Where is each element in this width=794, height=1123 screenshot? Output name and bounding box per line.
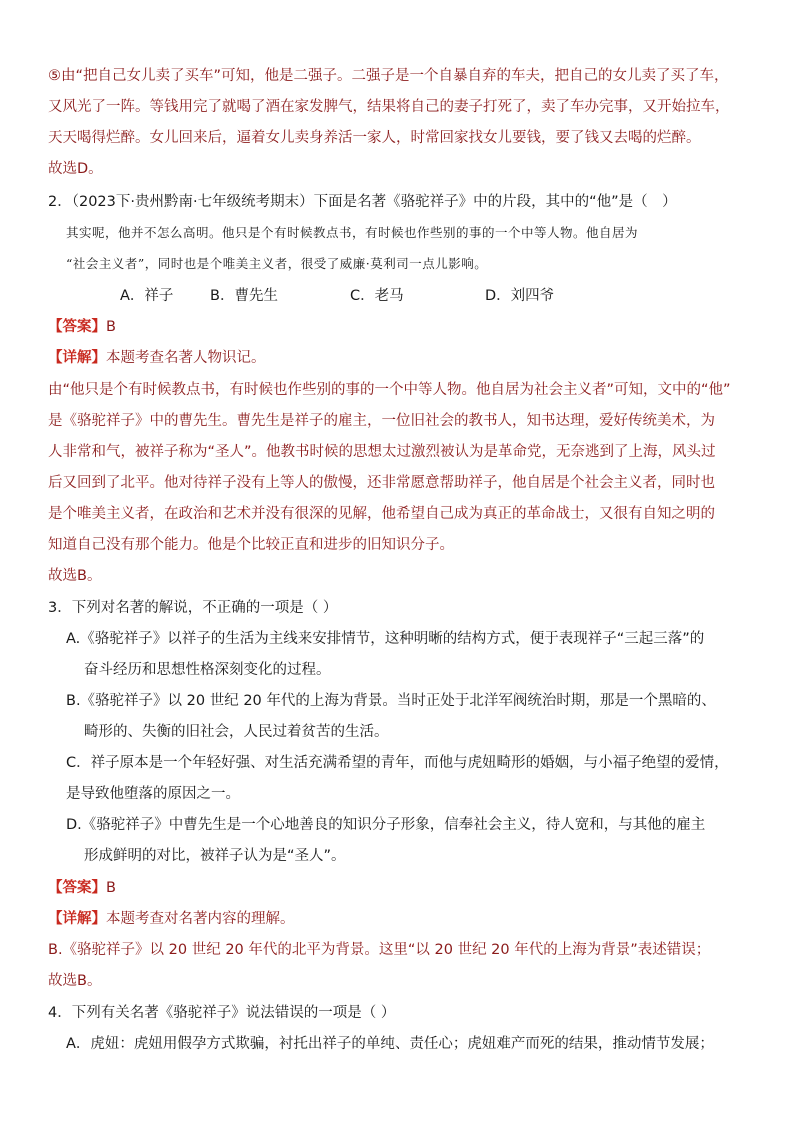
conclusion-line: 故选D。 xyxy=(48,161,103,177)
answer-value: B xyxy=(106,880,116,896)
quote-line: “社会主义者”，同时也是个唯美主义者，很受了威廉·莫利司一点儿影响。 xyxy=(66,256,488,271)
option-a: A.《骆驼祥子》以祥子的生活为主线来安排情节，这种明晰的结构方式，便于表现祥子“三起三落”的 xyxy=(66,631,705,647)
detail-text: 本题考查对名著内容的理解。 xyxy=(106,911,295,927)
question-3-stem: 3．下列对名著的解说，不正确的一项是（ ） xyxy=(48,600,338,616)
answer-tag: 【答案】 xyxy=(48,880,106,896)
detail-line: 由“他只是个有时候教点书，有时候也作些别的事的一个中等人物。他自居为社会主义者”可知，文中的“他” xyxy=(48,382,731,398)
detail-tag: 【详解】 xyxy=(48,350,106,366)
option-b: B.《骆驼祥子》以 20 世纪 20 年代的上海为背景。当时正处于北洋军阀统治时期，那是一个黑暗的、 xyxy=(66,693,716,709)
detail-line xyxy=(48,348,748,368)
answer-line xyxy=(48,317,748,337)
option-d-cont: 形成鲜明的对比，被祥子认为是“圣人”。 xyxy=(84,848,346,864)
detail-line: 知道自己没有那个能力。他是个比较正直和进步的旧知识分子。 xyxy=(48,537,454,553)
detail-tag: 【详解】 xyxy=(48,911,106,927)
option-b: B．曹先生 xyxy=(210,288,278,304)
option-c: C．祥子原本是一个年轻好强、对生活充满希望的青年，而他与虎妞畸形的婚姻，与小福子绝望的爱情， xyxy=(66,755,729,771)
detail-line: 是个唯美主义者，在政治和艺术并没有很深的见解，他希望自己成为真正的革命战士，又很有自知之明的 xyxy=(48,506,715,522)
explain-line: ⑤由“把自己女儿卖了买车”可知，他是二强子。二强子是一个自暴自弃的车夫，把自己的女儿卖了买了车， xyxy=(48,68,729,84)
option-b-cont: 畸形的、失衡的旧社会，人民过着贫苦的生活。 xyxy=(84,724,389,740)
option-d: D.《骆驼祥子》中曹先生是一个心地善良的知识分子形象，信奉社会主义，待人宽和，与其他的雇主 xyxy=(66,817,706,833)
detail-text: 本题考查名著人物识记。 xyxy=(106,350,266,366)
answer-line xyxy=(48,878,748,898)
option-c-cont: 是导致他堕落的原因之一。 xyxy=(66,786,240,802)
answer-tag: 【答案】 xyxy=(48,319,106,335)
option-d: D．刘四爷 xyxy=(485,288,555,304)
answer-value: B xyxy=(106,319,116,335)
quote-line: 其实呢，他并不怎么高明。他只是个有时候教点书，有时候也作些别的事的一个中等人物。他自居为 xyxy=(66,225,639,240)
question-2-stem: 2．（2023下·贵州黔南·七年级统考期末）下面是名著《骆驼祥子》中的片段，其中的“他”是（ ） xyxy=(48,194,677,210)
option-a-cont: 奋斗经历和思想性格深刻变化的过程。 xyxy=(84,662,331,678)
option-a: A．虎妞：虎妞用假孕方式欺骗，衬托出祥子的单纯、责任心；虎妞难产而死的结果，推动情节发展； xyxy=(66,1036,714,1052)
question-2-options xyxy=(120,286,794,306)
conclusion-line: 故选B。 xyxy=(48,973,102,989)
detail-line xyxy=(48,909,748,929)
detail-line: 后又回到了北平。他对待祥子没有上等人的傲慢，还非常愿意帮助祥子，他自居是个社会主义者，同时也 xyxy=(48,475,715,491)
question-4-stem: 4．下列有关名著《骆驼祥子》说法错误的一项是（ ） xyxy=(48,1005,396,1021)
option-a: A．祥子 xyxy=(120,288,174,304)
explain-line: 又风光了一阵。等钱用完了就喝了酒在家发脾气，结果将自己的妻子打死了，卖了车办完事，又开始拉车， xyxy=(48,99,730,115)
option-c: C．老马 xyxy=(350,288,404,304)
detail-line: B.《骆驼祥子》以 20 世纪 20 年代的北平为背景。这里“以 20 世纪 20 年代的上海为背景”表述错误； xyxy=(48,942,711,958)
explain-line: 天天喝得烂醉。女儿回来后，逼着女儿卖身养活一家人，时常回家找女儿要钱，要了钱又去喝的烂醉。 xyxy=(48,130,701,146)
detail-line: 人非常和气，被祥子称为“圣人”。他教书时候的思想太过激烈被认为是革命党，无奈逃到了上海，风头过 xyxy=(48,444,716,460)
conclusion-line: 故选B。 xyxy=(48,568,102,584)
detail-line: 是《骆驼祥子》中的曹先生。曹先生是祥子的雇主，一位旧社会的教书人，知书达理，爱好传统美术，为 xyxy=(48,413,715,429)
